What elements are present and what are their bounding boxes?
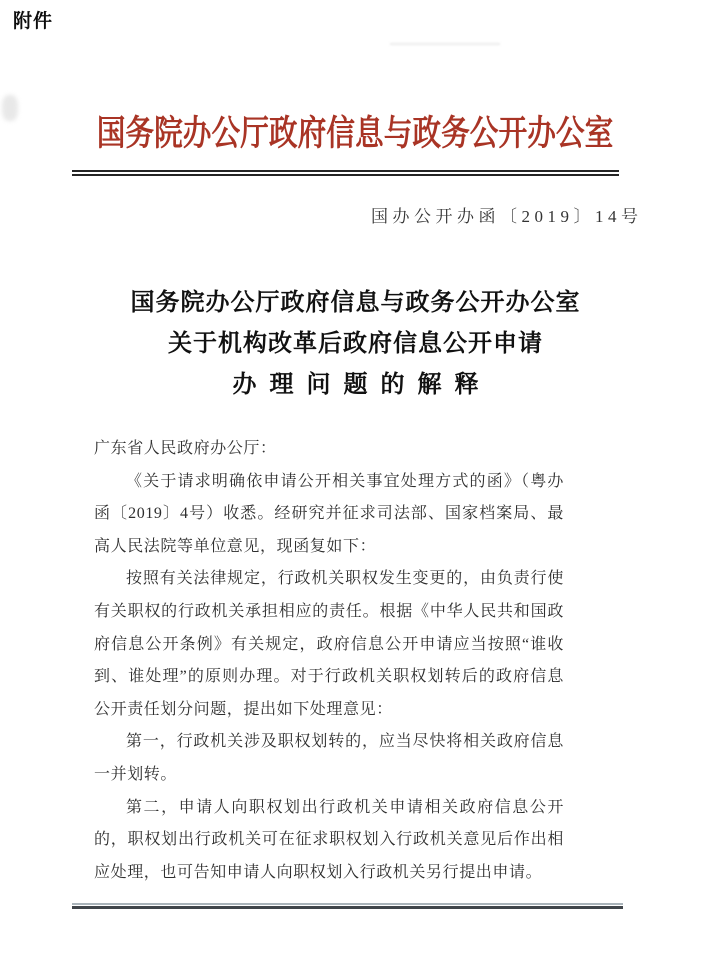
document-title-line-1: 国务院办公厅政府信息与政务公开办公室 <box>130 290 581 316</box>
document-title-line-3: 办理问题的解释 <box>232 372 492 398</box>
document-body <box>94 433 564 889</box>
document-number: 国办公开办函〔2019〕14号 <box>371 207 643 226</box>
body-paragraph: 按照有关法律规定，行政机关职权发生变更的，由负责行使有关职权的行政机关承担相应的责任。根据《中华人民共和国政府信息公开条例》有关规定，政府信息公开申请应当按照“谁收到、谁处理”的原则办理。对于行政机关职权划转后的政府信息公开责任划分问题，提出如下处理意见： <box>94 570 564 718</box>
footer-rule <box>72 903 623 909</box>
document-title <box>0 283 711 406</box>
letterhead-double-rule <box>72 170 619 176</box>
attachment-label: 附件 <box>13 11 54 32</box>
body-paragraph: 第二，申请人向职权划出行政机关申请相关政府信息公开的，职权划出行政机关可在征求职权划入行政机关意见后作出相应处理，也可告知申请人向职权划入行政机关另行提出申请。 <box>94 798 564 881</box>
letterhead-title <box>0 110 711 158</box>
body-paragraph: 广东省人民政府办公厅： <box>94 440 277 457</box>
body-paragraph: 第一，行政机关涉及职权划转的，应当尽快将相关政府信息一并划转。 <box>94 733 564 783</box>
body-paragraph: 《关于请求明确依申请公开相关事宜处理方式的函》（粤办函〔2019〕4号）收悉。经研究并征求司法部、国家档案局、最高人民法院等单位意见，现函复如下： <box>94 472 564 555</box>
letterhead-title-text: 国务院办公厅政府信息与政务公开办公室 <box>97 114 614 153</box>
document-title-line-2: 关于机构改革后政府信息公开申请 <box>168 331 543 357</box>
scan-artifact <box>390 43 500 45</box>
